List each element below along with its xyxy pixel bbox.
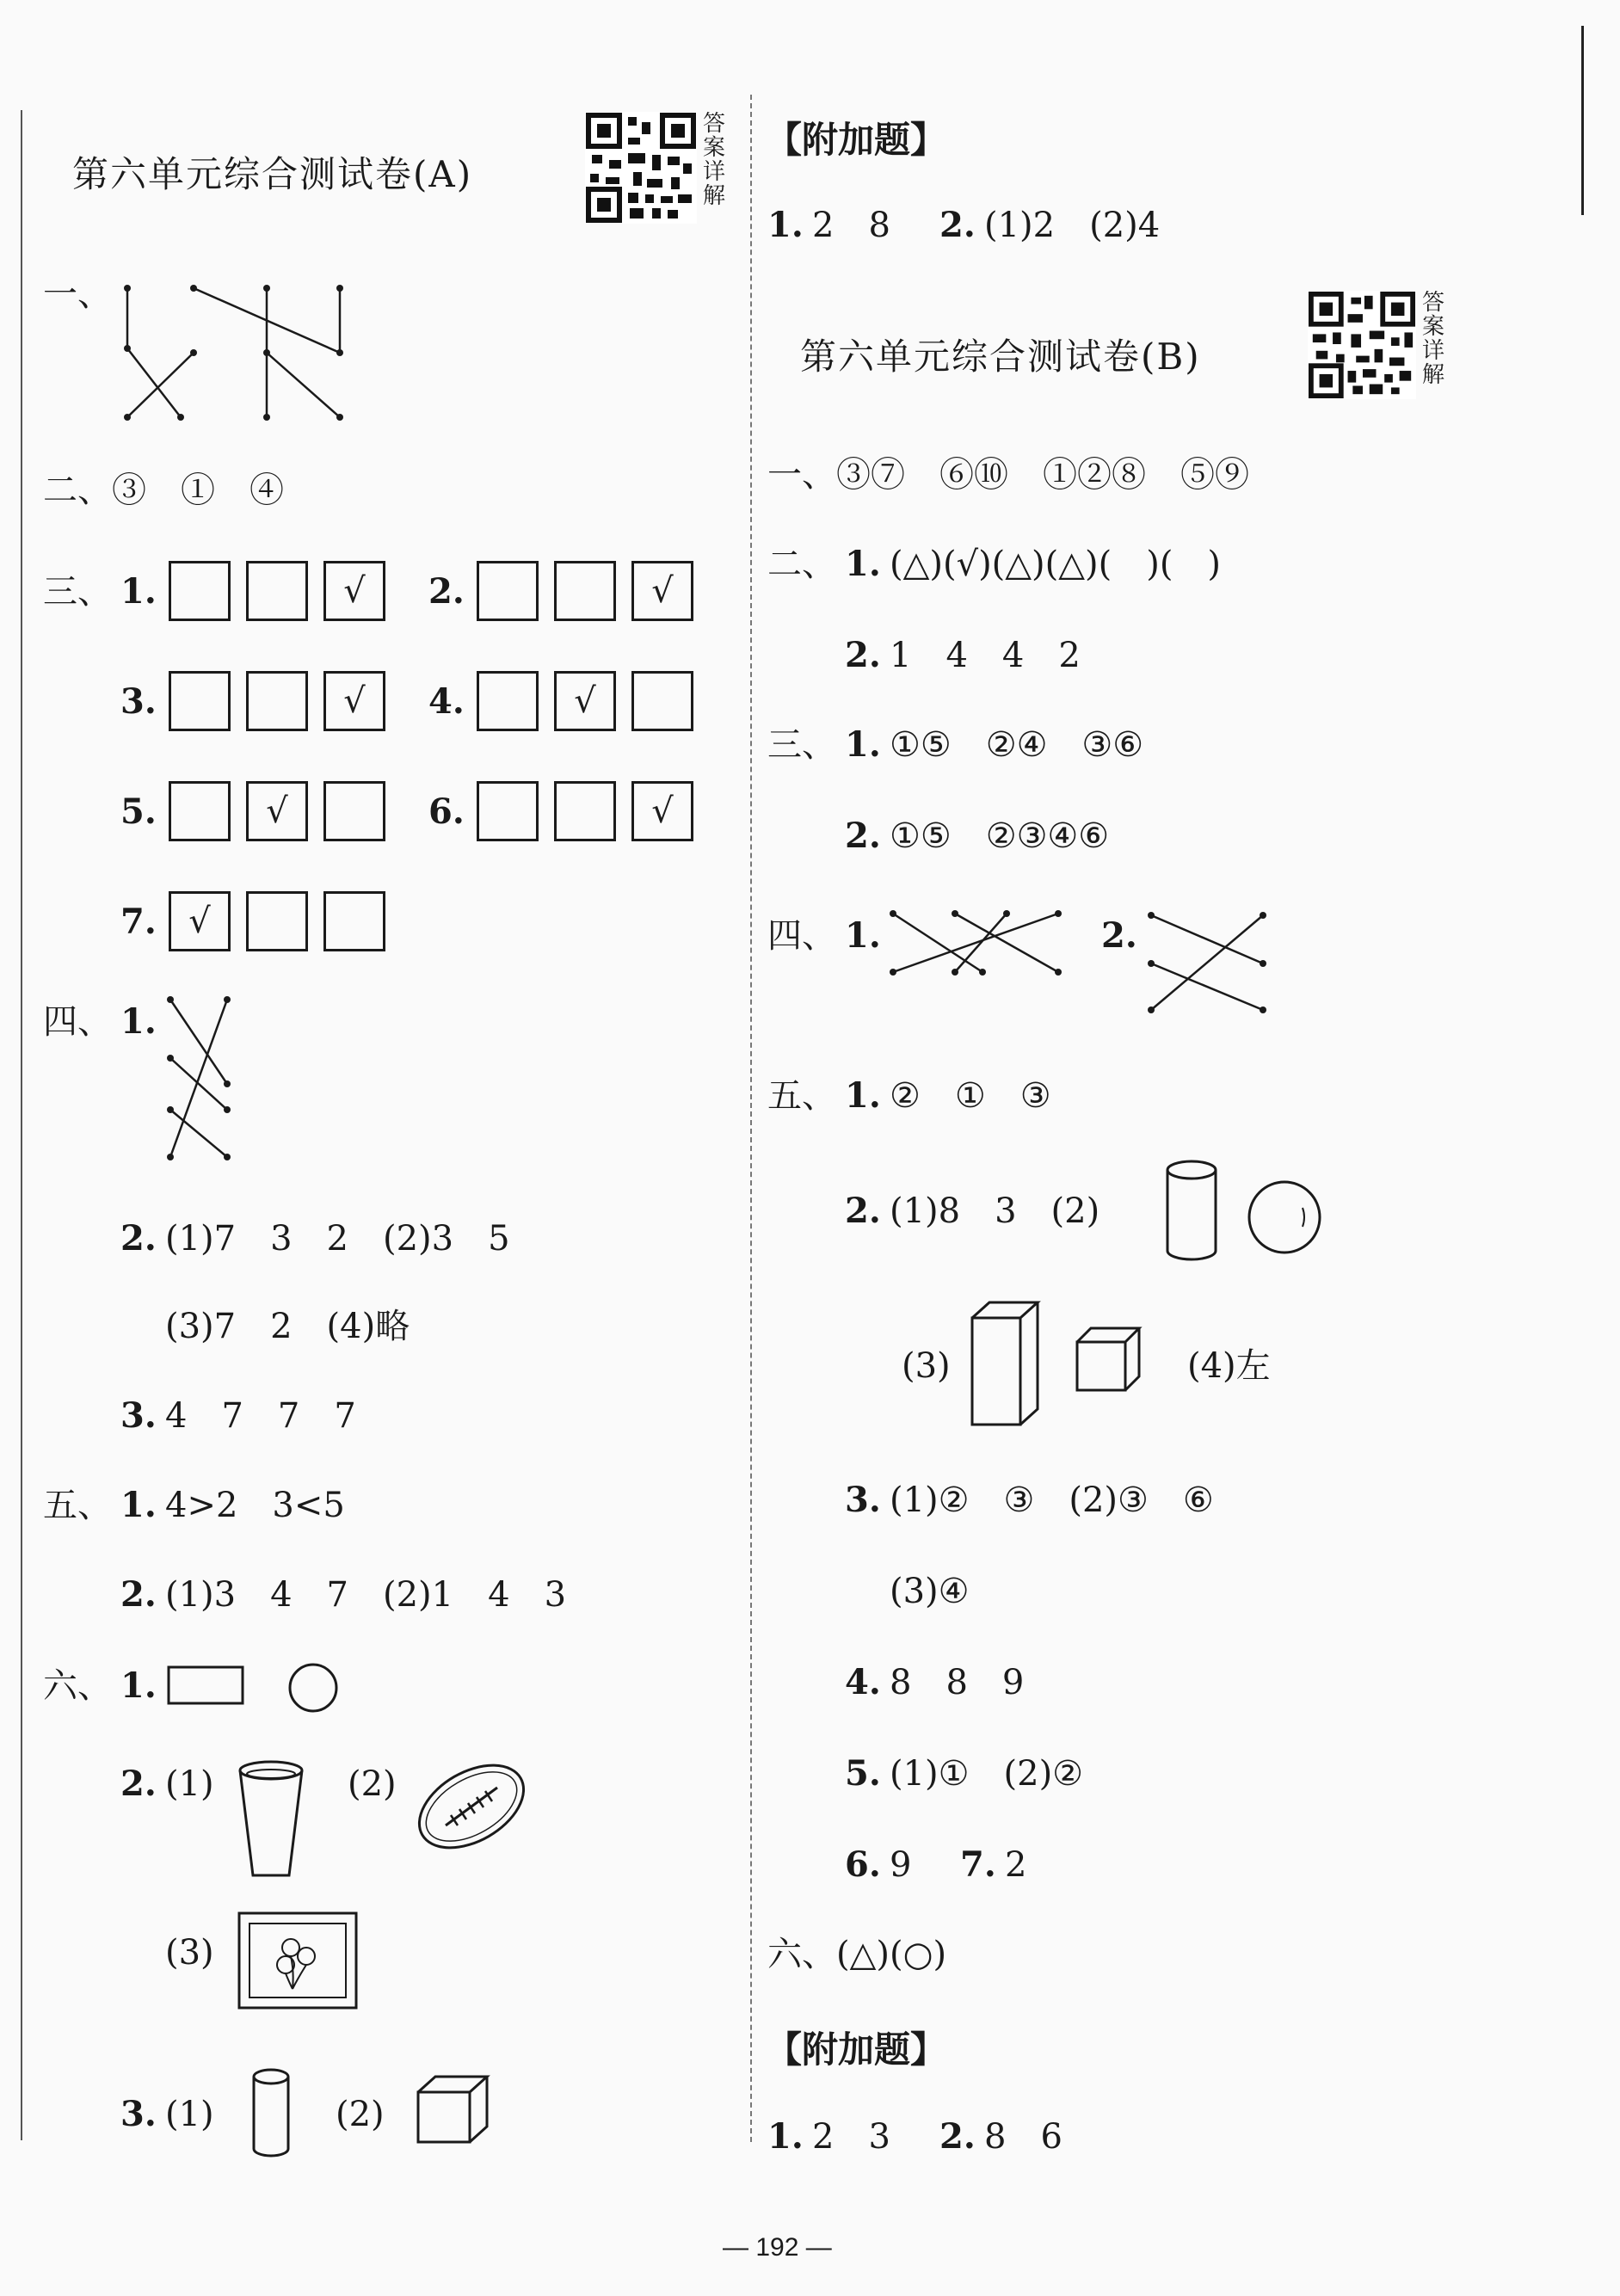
section-6-label: 六、 [43,1666,112,1706]
check-box [631,781,693,841]
cup-icon [232,1755,310,1884]
b-q4-1-num: 1. [845,915,881,956]
matching-lines-diagram [158,989,236,1170]
b-section-1-answer: 一、③⑦ ⑥⑩ ①②⑧ ⑤⑨ [767,455,1249,495]
b-q2-2-num: 2. [845,635,881,675]
check-mark: √ [651,571,674,611]
bonus-b-q1-answer: 2 3 [812,2117,890,2157]
b-q5-6-num: 6. [845,1844,881,1885]
check-box [323,671,385,731]
b-q5-1-answer: ② ① ③ [890,1076,1051,1116]
q3-7-num: 7. [120,902,157,942]
b-q5-3-num: 3. [845,1480,881,1520]
b-q5-4-num: 4. [845,1662,881,1702]
b-section-4-label: 四、 [767,916,836,956]
check-mark: √ [188,902,211,941]
qr-caption: 答案详解 [1421,290,1444,388]
bonus-b-q1-num: 1. [767,2116,804,2157]
check-box [477,561,539,621]
bonus-header-a: 【附加题】 [766,119,947,161]
check-box [477,671,539,731]
q6-2-part1: (1) [165,1764,214,1804]
q3-6-num: 6. [428,791,465,832]
qr-code-icon[interactable] [585,112,697,224]
qr-caption: 答案详解 [702,111,725,209]
q6-3-part2: (2) [336,2095,385,2134]
q6-3-part1: (1) [165,2095,214,2134]
b-q5-7-num: 7. [960,1844,996,1885]
b-section-2-label: 二、 [767,545,836,584]
check-box [246,891,308,951]
q5-1-num: 1. [120,1485,157,1525]
qr-code-icon[interactable] [1308,291,1416,399]
bonus-a-q1-answer: 2 8 [812,206,890,245]
check-box [169,561,231,621]
test-title-b: 第六单元综合测试卷(B) [800,335,1201,378]
page-number [723,2233,832,2262]
q3-4-num: 4. [428,681,465,722]
q4-2-num: 2. [120,1218,157,1259]
b-q5-2-answer-a: (1)8 3 (2) [890,1191,1100,1231]
check-box [246,561,308,621]
check-mark: √ [343,681,366,721]
section-5-label: 五、 [43,1486,112,1525]
b-q4-2-num: 2. [1101,915,1137,956]
check-box [323,781,385,841]
q4-2-line1: (1)7 3 2 (2)3 5 [165,1219,510,1259]
b-q5-5-answer: (1)① (2)② [890,1754,1084,1794]
check-box [323,891,385,951]
q6-2-part3: (3) [165,1933,214,1973]
q4-1-num: 1. [120,1001,157,1042]
b-q5-4-answer: 8 8 9 [890,1663,1025,1702]
b-q3-2-num: 2. [845,816,881,856]
b-q2-1-answer: (△)(√)(△)(△)( )( ) [890,545,1222,584]
check-box [246,781,308,841]
check-box [554,671,616,731]
matching-lines-diagram [112,275,353,430]
check-box [169,781,231,841]
check-mark: √ [574,681,596,721]
section-4-label: 四、 [43,1002,112,1042]
q4-3-num: 3. [120,1395,157,1436]
page-dash-right: — [798,2233,832,2262]
check-mark: √ [343,571,366,611]
b-q5-3-answer-a: (1)② ③ (2)③ ⑥ [890,1480,1214,1520]
test-title-a: 第六单元综合测试卷(A) [72,153,473,195]
check-box [631,671,693,731]
check-box [246,671,308,731]
q3-5-num: 5. [120,791,157,832]
check-mark: √ [266,791,288,831]
b-q3-1-num: 1. [845,724,881,765]
circle-shape-icon [287,1662,339,1714]
bonus-a-q2-num: 2. [939,205,976,245]
b-q5-2-num: 2. [845,1191,881,1231]
left-margin-line [21,110,22,2140]
column-divider [750,95,752,2142]
page-dash-left: — [723,2233,756,2262]
q3-3-num: 3. [120,681,157,722]
b-q5-1-num: 1. [845,1075,881,1116]
b-q5-5-num: 5. [845,1753,881,1794]
q3-2-num: 2. [428,571,465,612]
q4-3-answer: 4 7 7 7 [165,1396,356,1436]
b-section-3-label: 三、 [767,725,836,765]
cylinder-icon [248,2066,294,2161]
cube-icon [1074,1325,1143,1394]
check-box [554,781,616,841]
rectangle-shape-icon [167,1665,244,1707]
picture-frame-icon [237,1911,358,2010]
matching-lines-diagram [886,903,1067,981]
q3-1-num: 1. [120,571,157,612]
check-box [631,561,693,621]
b-q3-2-answer: ①⑤ ②③④⑥ [890,816,1110,856]
page-number-value: 192 [755,2233,799,2262]
check-box [169,671,231,731]
q6-2-num: 2. [120,1764,157,1804]
section-1-label: 一、 [43,274,112,314]
bonus-b-q2-answer: 8 6 [984,2117,1063,2157]
q6-1-num: 1. [120,1665,157,1706]
b-q5-6-answer: 9 [890,1845,912,1885]
check-box [477,781,539,841]
bonus-header-b: 【附加题】 [766,2028,947,2071]
q5-1-answer: 4>2 3<5 [165,1486,345,1525]
b-q5-2-answer-c: (4)左 [1187,1346,1271,1386]
bonus-b-q2-num: 2. [939,2116,976,2157]
cuboid-icon [969,1299,1041,1428]
check-mark: √ [651,791,674,831]
bonus-a-q1-num: 1. [767,205,804,245]
b-section-6-answer: 六、(△)(○) [767,1935,947,1974]
b-q2-2-answer: 1 4 4 2 [890,636,1081,675]
q6-2-part2: (2) [348,1764,397,1804]
right-edge-mark [1581,26,1584,215]
check-box [554,561,616,621]
cylinder-icon [1161,1158,1222,1265]
cube-icon [415,2073,492,2145]
b-q5-7-answer: 2 [1005,1845,1027,1885]
section-3-label: 三、 [43,572,112,612]
b-q3-1-answer: ①⑤ ②④ ③⑥ [890,725,1144,765]
check-box [169,891,231,951]
q5-2-num: 2. [120,1574,157,1615]
rugby-ball-icon [411,1746,532,1867]
b-q5-3-answer-b: (3)④ [890,1572,970,1611]
b-q2-1-num: 1. [845,544,881,584]
bonus-a-q2-answer: (1)2 (2)4 [984,206,1161,245]
check-box [323,561,385,621]
section-2-answer: 二、③ ① ④ [43,471,284,510]
ball-icon [1246,1179,1323,1256]
b-section-5-label: 五、 [767,1076,836,1116]
q6-3-num: 3. [120,2094,157,2134]
q4-2-line2: (3)7 2 (4)略 [165,1307,410,1346]
matching-lines-diagram [1144,903,1273,1024]
b-q5-2-answer-b: (3) [902,1346,951,1386]
q5-2-answer: (1)3 4 7 (2)1 4 3 [165,1575,567,1615]
